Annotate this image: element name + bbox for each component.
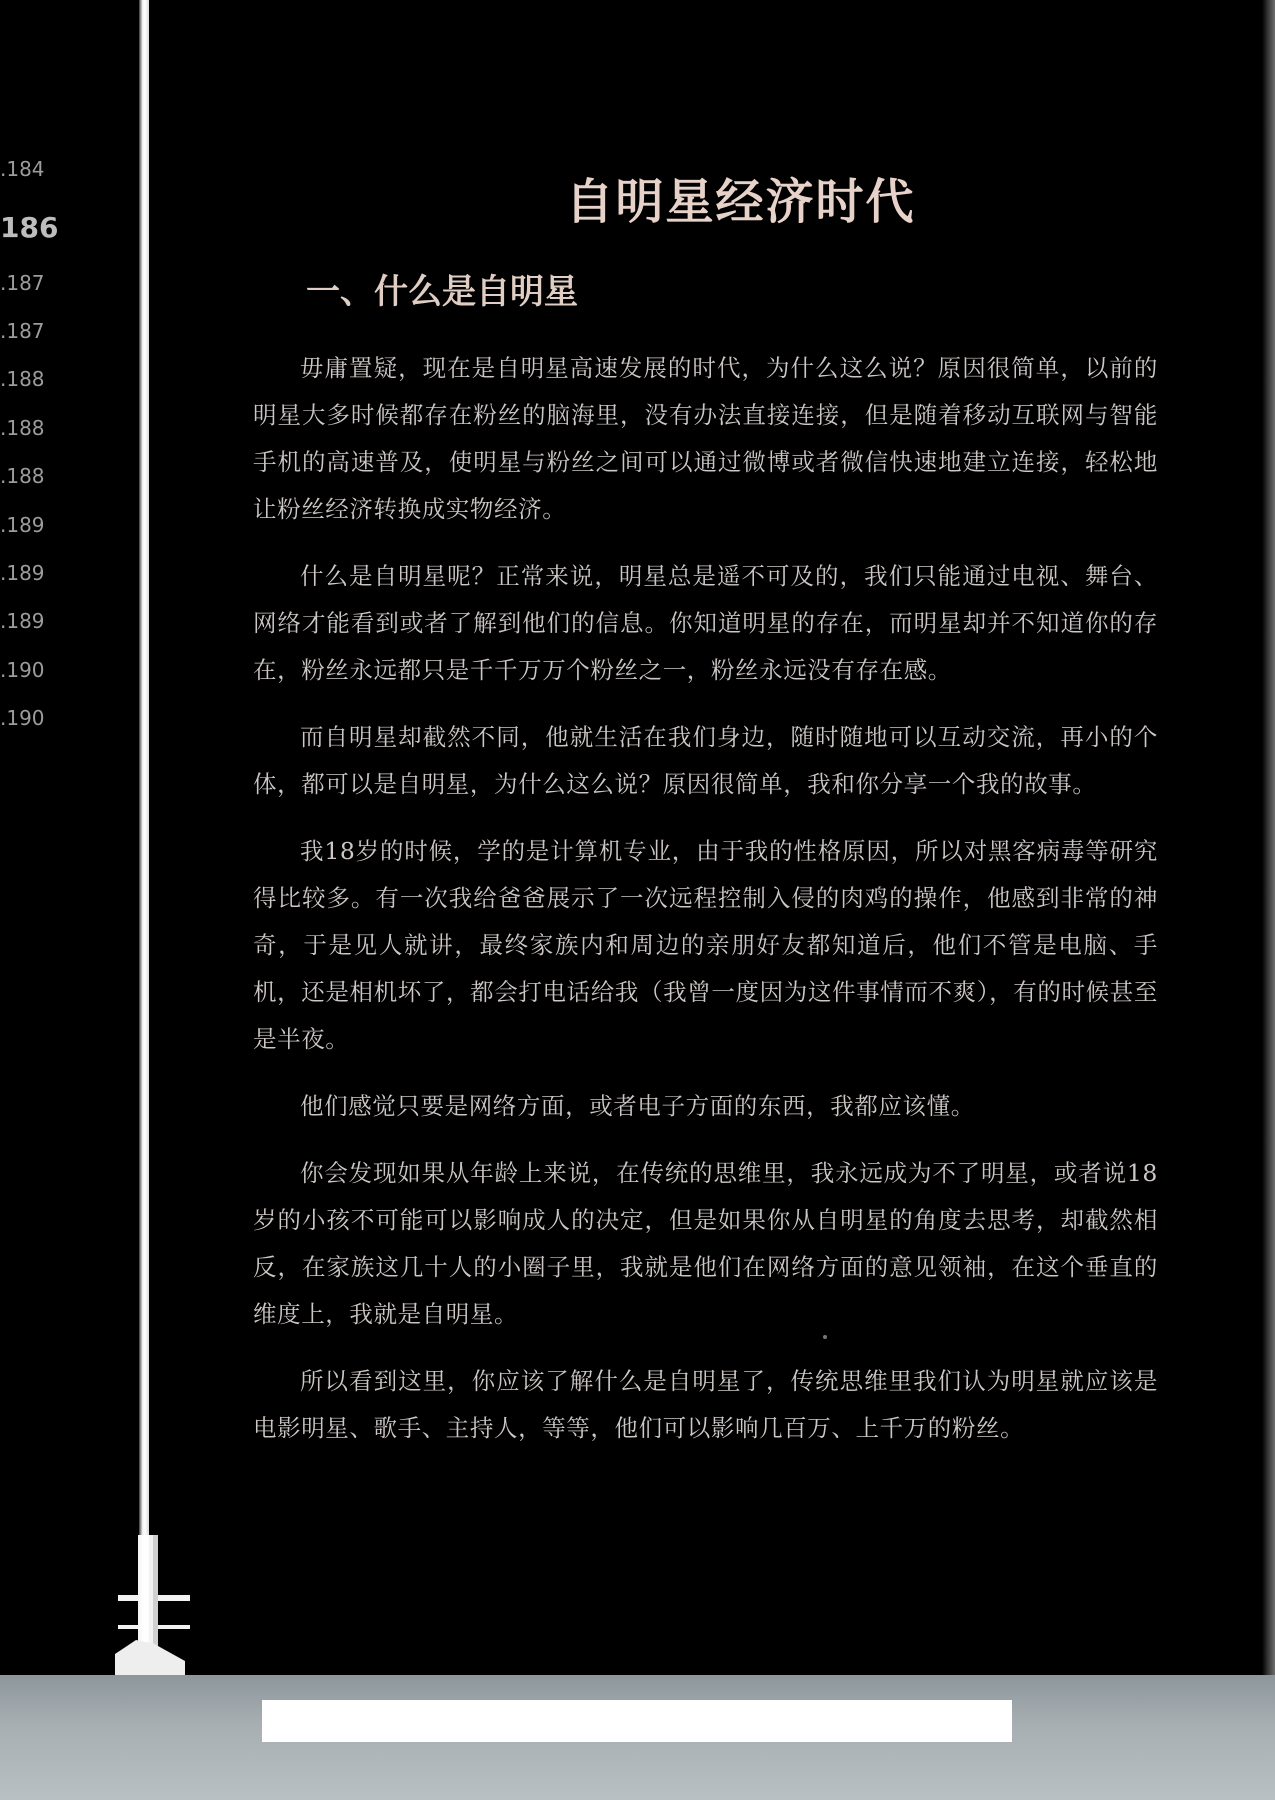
- section-title: 一、什么是自明星: [306, 272, 578, 312]
- paragraph: 你会发现如果从年龄上来说，在传统的思维里，我永远成为不了明星，或者说18岁的小孩不可能可以影响成人的决定，但是如果你从自明星的角度去思考，却截然相反，在家族这几十人的小圈子里，我就是他们在网络方面的意见领袖，在这个垂直的维度上，我就是自明星。: [253, 1159, 1158, 1328]
- left-page-number: .187: [0, 319, 45, 343]
- page-content: [253, 165, 1158, 1472]
- paragraph: 而自明星却截然不同，他就生活在我们身边，随时随地可以互动交流，再小的个体，都可以是自明星，为什么这么说？原因很简单，我和你分享一个我的故事。: [253, 723, 1158, 798]
- redaction-bar: [262, 1700, 1012, 1742]
- left-page-number: .189: [0, 513, 45, 537]
- left-page-number: .184: [0, 157, 45, 181]
- left-page-number: .188: [0, 464, 45, 488]
- paragraph: 什么是自明星呢？正常来说，明星总是遥不可及的，我们只能通过电视、舞台、网络才能看到或者了解到他们的信息。你知道明星的存在，而明星却并不知道你的存在，粉丝永远都只是千千万万个粉丝之一，粉丝永远没有存在感。: [253, 562, 1158, 684]
- left-page-number: .190: [0, 658, 45, 682]
- paragraph: 所以看到这里，你应该了解什么是自明星了，传统思维里我们认为明星就应该是电影明星、歌手、主持人，等等，他们可以影响几百万、上千万的粉丝。: [253, 1367, 1158, 1442]
- chapter-title: 自明星经济时代: [565, 174, 916, 230]
- book-gutter-edge: [139, 0, 149, 1675]
- left-page-number: .189: [0, 609, 45, 633]
- left-page-number: .188: [0, 416, 45, 440]
- left-page-number: 186: [0, 211, 59, 244]
- left-page-number: .188: [0, 367, 45, 391]
- left-page-number: .190: [0, 706, 45, 730]
- body-text: [253, 345, 1158, 1452]
- paragraph: 毋庸置疑，现在是自明星高速发展的时代，为什么这么说？原因很简单，以前的明星大多时候都存在粉丝的脑海里，没有办法直接连接，但是随着移动互联网与智能手机的高速普及，使明星与粉丝之间可以通过微博或者微信快速地建立连接，轻松地让粉丝经济转换成实物经济。: [253, 354, 1158, 523]
- left-page-number: .189: [0, 561, 45, 585]
- paragraph: 他们感觉只要是网络方面，或者电子方面的东西，我都应该懂。: [300, 1092, 975, 1120]
- scan-speck: [823, 1335, 827, 1339]
- paragraph: 我18岁的时候，学的是计算机专业，由于我的性格原因，所以对黑客病毒等研究得比较多。有一次我给爸爸展示了一次远程控制入侵的肉鸡的操作，他感到非常的神奇，于是见人就讲，最终家族内和周边的亲朋好友都知道后，他们不管是电脑、手机，还是相机坏了，都会打电话给我（我曾一度因为这件事情而不爽），有的时候甚至是半夜。: [253, 837, 1158, 1053]
- right-page-edge: [1262, 0, 1275, 1800]
- left-page-number: .187: [0, 271, 45, 295]
